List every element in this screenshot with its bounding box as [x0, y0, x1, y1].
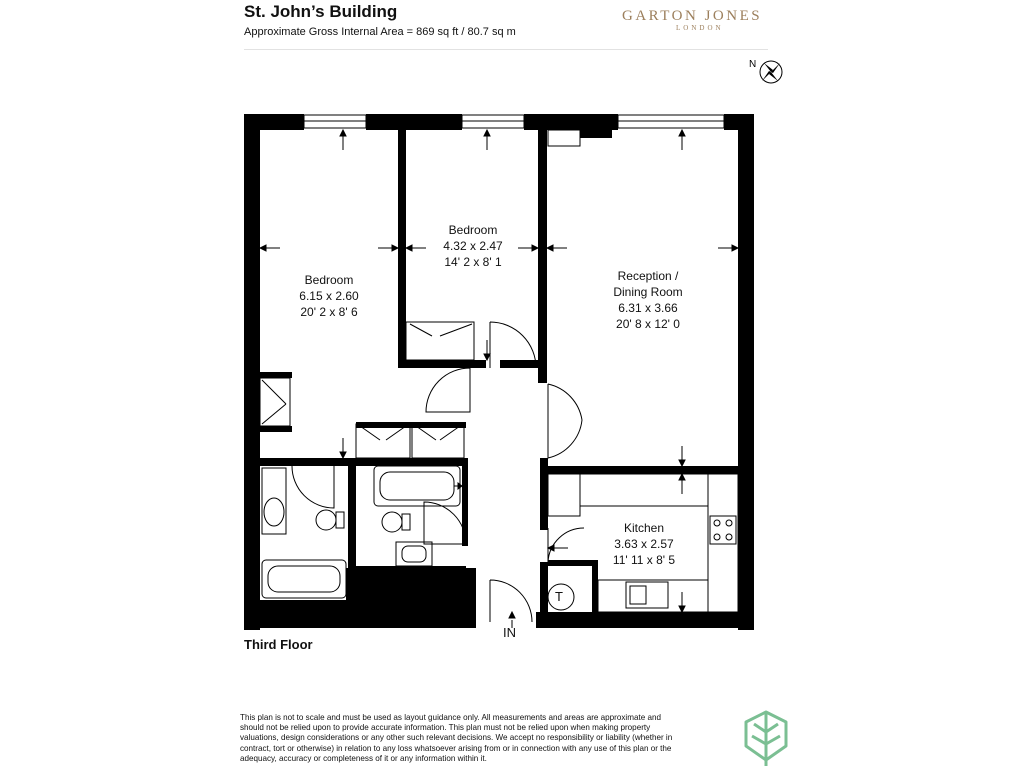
disclaimer-text: This plan is not to scale and must be used as layout guidance only. All measurements and areas are approximate and should not be relied upon to provide accurate information. This plan must not be relied upon when making property valuations, design considerations or any other such relevant decisions. We accept no responsibility or liability (whether in contract, tort or otherwise) in relation to any loss whatsoever arising from or in connection with any use of this plan or the adequacy, accuracy or completeness of it or any information within it.: [240, 713, 673, 763]
floor-label: Third Floor: [244, 637, 313, 652]
room-label-reception: [598, 268, 698, 332]
room-imperial-size: 20' 8 x 12' 0: [616, 317, 680, 331]
leaf-emblem-icon: [746, 712, 786, 766]
room-name: Kitchen: [623, 521, 665, 535]
room-metric-size: 6.31 x 3.66: [618, 301, 678, 315]
room-name: Reception /: [617, 269, 679, 283]
room-metric-size: 3.63 x 2.57: [614, 537, 674, 551]
room-name: Bedroom: [448, 223, 498, 237]
room-name-line-2: Dining Room: [613, 285, 683, 299]
room-label-bedroom-2: [428, 222, 518, 270]
room-metric-size: 4.32 x 2.47: [443, 239, 503, 253]
room-label-bedroom-1: [284, 272, 374, 320]
room-label-kitchen: [598, 520, 690, 568]
property-title: St. John’s Building: [244, 2, 398, 21]
room-name: Bedroom: [304, 273, 354, 287]
cupboard-label: T: [555, 589, 563, 604]
room-imperial-size: 11' 11 x 8' 5: [612, 553, 676, 567]
compass-icon: [749, 59, 782, 83]
agency-logo-location: LONDON: [676, 24, 724, 32]
room-imperial-size: 20' 2 x 8' 6: [300, 305, 358, 319]
agency-logo: GARTON JONES: [622, 8, 763, 24]
compass-north-label: N: [749, 59, 757, 70]
area-subtitle: Approximate Gross Internal Area = 869 sq ft / 80.7 sq m: [244, 26, 516, 38]
entrance-label: IN: [503, 625, 516, 640]
room-metric-size: 6.15 x 2.60: [299, 289, 359, 303]
room-imperial-size: 14' 2 x 8' 1: [444, 255, 502, 269]
